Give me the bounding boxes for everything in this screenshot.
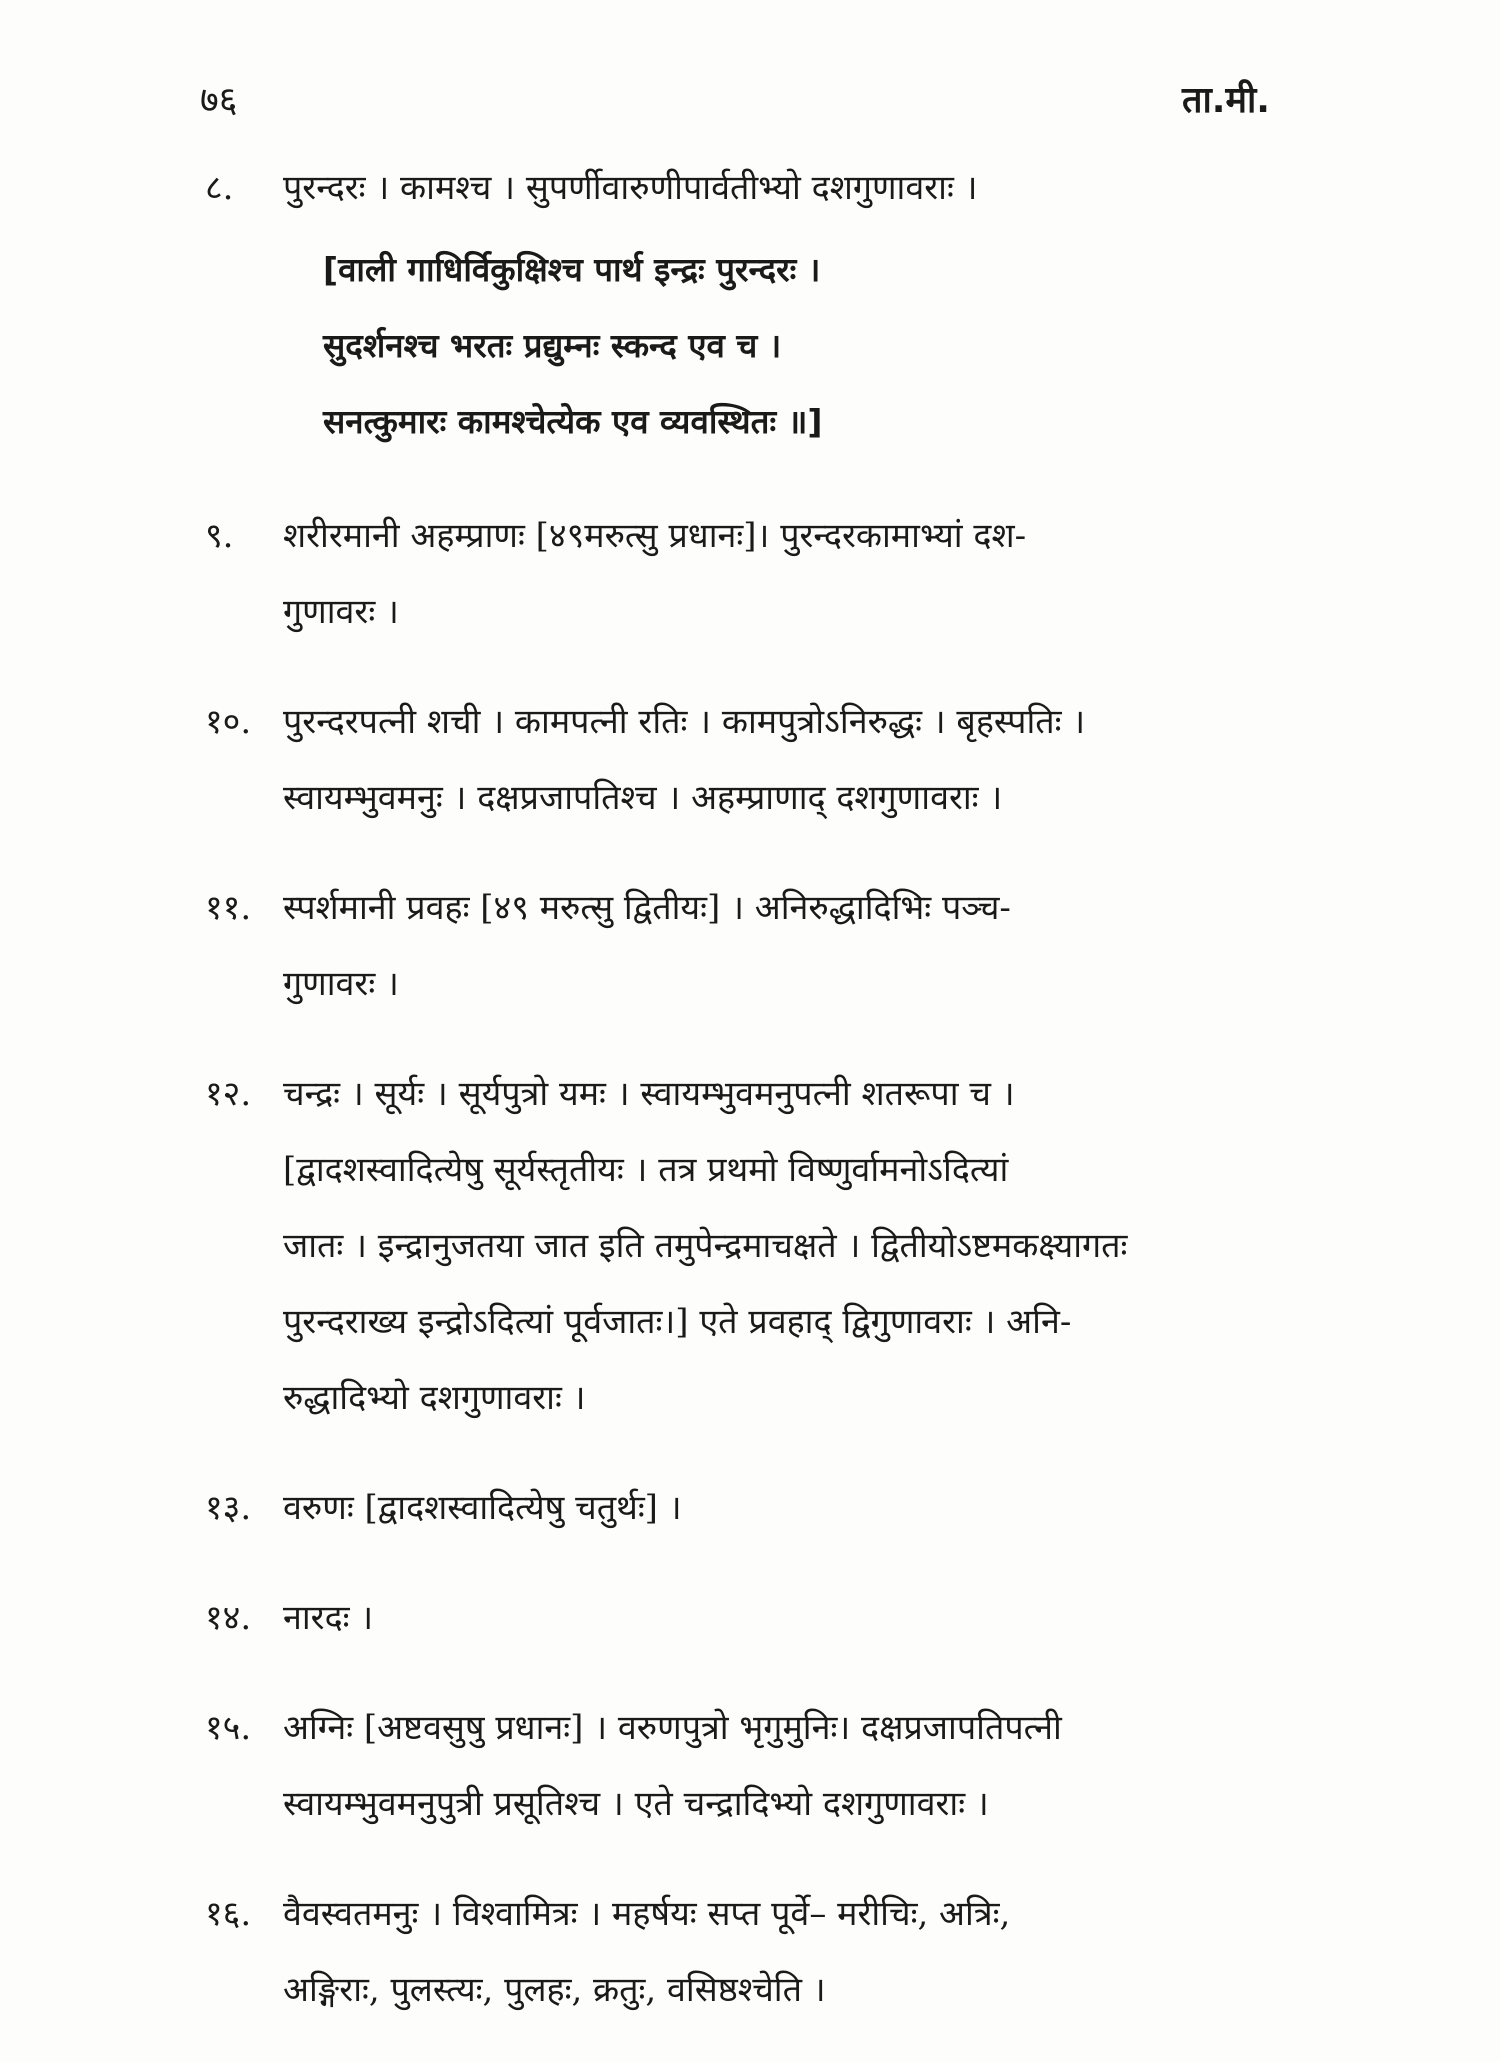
list-item xyxy=(205,1056,1295,1436)
entry-text xyxy=(283,1056,1295,1436)
entry-text xyxy=(283,870,1295,1022)
text-line: स्पर्शमानी प्रवहः [४९ मरुत्सु द्वितीयः] । अनिरुद्धादिभिः पञ्च- xyxy=(283,888,1011,928)
text-line: शरीरमानी अहम्प्राणः [४९मरुत्सु प्रधानः]। पुरन्दरकामाभ्यां दश- xyxy=(283,516,1027,556)
text-line: [द्वादशस्वादित्येषु सूर्यस्तृतीयः । तत्र प्रथमो विष्णुर्वामनोऽदित्यां xyxy=(283,1150,1009,1190)
entry-number: ९. xyxy=(205,516,234,556)
entry-list xyxy=(205,150,1295,2062)
page-header xyxy=(200,68,1270,128)
text-line: पुरन्दरः । कामश्च । सुपर्णीवारुणीपार्वतीभ्यो दशगुणावराः । xyxy=(283,168,978,208)
page-number: ७६ xyxy=(200,79,238,121)
list-item xyxy=(205,498,1295,650)
text-line: स्वायम्भुवमनुः । दक्षप्रजापतिश्च । अहम्प्राणाद् दशगुणावराः । xyxy=(283,778,1003,818)
list-item xyxy=(205,684,1295,836)
entry-number: १०. xyxy=(205,702,252,742)
list-item xyxy=(205,150,1295,464)
entry-text xyxy=(283,1876,1295,2028)
verse-line: [वाली गाधिर्विकुक्षिश्च पार्थ इन्द्रः पुरन्दरः । xyxy=(323,250,821,289)
entry-text xyxy=(283,1580,1295,1656)
text-line: वरुणः [द्वादशस्वादित्येषु चतुर्थः] । xyxy=(283,1488,682,1528)
verse-block xyxy=(323,232,1295,460)
entry-text xyxy=(283,684,1295,836)
text-line: वैवस्वतमनुः । विश्वामित्रः । महर्षयः सप्त पूर्वे– मरीचिः, अत्रिः, xyxy=(283,1894,1011,1934)
text-line: अग्निः [अष्टवसुषु प्रधानः] । वरुणपुत्रो भृगुमुनिः। दक्षप्रजापतिपत्नी xyxy=(283,1708,1062,1748)
entry-number: १४. xyxy=(205,1598,252,1638)
list-item xyxy=(205,870,1295,1022)
entry-number: १३. xyxy=(205,1488,252,1528)
list-item xyxy=(205,1470,1295,1546)
text-line: नारदः । xyxy=(283,1598,374,1638)
text-line: अङ्गिराः, पुलस्त्यः, पुलहः, क्रतुः, वसिष्ठश्चेति । xyxy=(283,1970,826,2010)
list-item xyxy=(205,1580,1295,1656)
list-item xyxy=(205,1876,1295,2028)
running-title: ता.मी. xyxy=(1181,79,1270,121)
entry-number: ११. xyxy=(205,888,252,928)
list-item xyxy=(205,1690,1295,1842)
text-line: रुद्धादिभ्यो दशगुणावराः । xyxy=(283,1378,586,1418)
entry-text xyxy=(283,1690,1295,1842)
text-line: चन्द्रः । सूर्यः । सूर्यपुत्रो यमः । स्वायम्भुवमनुपत्नी शतरूपा च । xyxy=(283,1074,1015,1114)
entry-number: ८. xyxy=(205,168,234,208)
entry-number: १२. xyxy=(205,1074,252,1114)
text-line: जातः । इन्द्रानुजतया जात इति तमुपेन्द्रमाचक्षते । द्वितीयोऽष्टमकक्ष्यागतः xyxy=(283,1226,1128,1266)
entry-number: १६. xyxy=(205,1894,252,1934)
text-line: गुणावरः । xyxy=(283,964,399,1004)
entry-text xyxy=(283,1470,1295,1546)
entry-number: १५. xyxy=(205,1708,252,1748)
text-line: पुरन्दरपत्नी शची । कामपत्नी रतिः । कामपुत्रोऽनिरुद्धः । बृहस्पतिः । xyxy=(283,702,1086,742)
verse-line: सुदर्शनश्च भरतः प्रद्युम्नः स्कन्द एव च । xyxy=(323,326,782,365)
text-line: गुणावरः । xyxy=(283,592,399,632)
entry-text xyxy=(283,150,1295,464)
text-line: स्वायम्भुवमनुपुत्री प्रसूतिश्च । एते चन्द्रादिभ्यो दशगुणावराः । xyxy=(283,1784,989,1824)
verse-line: सनत्कुमारः कामश्चेत्येक एव व्यवस्थितः ॥] xyxy=(323,402,823,441)
text-line: पुरन्दराख्य इन्द्रोऽदित्यां पूर्वजातः।] एते प्रवहाद् द्विगुणावराः । अनि- xyxy=(283,1302,1072,1342)
entry-text xyxy=(283,498,1295,650)
